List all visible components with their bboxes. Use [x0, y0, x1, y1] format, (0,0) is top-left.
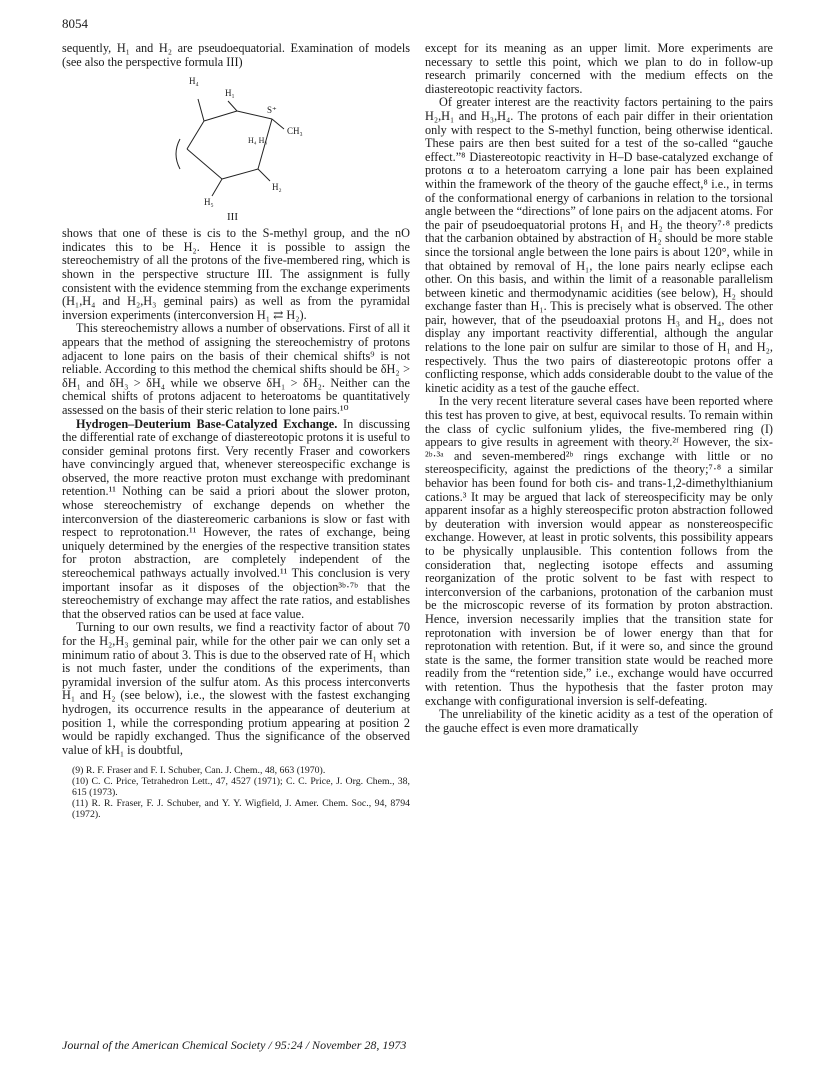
- structure-figure: [62, 69, 410, 227]
- label-methyl: CH₃: [287, 126, 303, 137]
- label-h1: H₁: [225, 88, 235, 99]
- left-paragraph-5: Turning to our own results, we find a reactivity factor of about 70 for the H₂,H₃ geminal pair, while for the other pair we can only set a minimum ratio of about 3. This is due to the observed rate of H₁ which is not much faster, under the conditions of the experiments, than pyramidal inversion of the sulfur atom. As this process interconverts H₁ and H₂ (see below), i.e., the slowest with the fastest exchanging hydrogen, its occurrence results in the appearance of deuterium at position 1, while the corresponding protium appearing at position 2 would be rapidly exchanged. Thus the significance of the observed value of kH₁ is doubtful,: [62, 620, 410, 757]
- left-paragraph-3: This stereochemistry allows a number of observations. First of all it appears that the method of assigning the stereochemistry of protons adjacent to lone pairs on the basis of their chemical shifts⁹ is not reliable. According to this method the chemical shifts should be δH₂ > δH₁ and δH₃ > δH₄ while we observe δH₁ > δH₂. Neither can the chemical shifts of protons adjacent to heteroatoms be quantitatively assessed on the basis of their steric relation to lone pairs.¹⁰: [62, 321, 410, 417]
- label-h4: H₄: [189, 76, 199, 87]
- right-paragraph-2: Of greater interest are the reactivity factors pertaining to the pairs H₂,H₁ and H₃,H₄. The protons of each pair differ in their orientation only with respect to the S-methyl function, being otherwise identical. These pairs are then best suited for a test of the so-called “gauche effect.”⁸ Diastereotopic reactivity in H–D base-catalyzed exchange of protons α to a heteroatom carrying a lone pair has been explained within the framework of the theory of the gauche effect,⁸ i.e., in terms of the conformational energy of carbanions in relation to the torsional angle between the “directions” of lone pairs on the adjacent atoms. For the pair of pseudoequatorial protons H₁ and H₂ the theory⁷·⁸ predicts that the carbanion obtained by abstraction of H₂ should be more stable since the torsional angle between the lone pairs is about 120°, while in that obtained by removal of H₁, the lone pairs nearly eclipse each other. On this basis, and within the limit of a reasonable parallelism between kinetic and thermodynamic acidities (see below), H₂ should exchange faster than H₁. This is precisely what is observed. The other pair, however, that of the pseudoaxial protons H₃ and H₄, does not display any important reactivity differential, although the angular relations to the lone pair on sulfur are similar to those of H₁ and H₂, respectively. Thus the two pairs of diastereotopic protons offer a conflicting response, which adds considerable doubt to the value of the kinetic acidity as a test of the gauche effect.: [425, 95, 774, 395]
- section-heading: Hydrogen–Deuterium Base-Catalyzed Exchange.: [76, 416, 338, 431]
- left-paragraph-1: sequently, H₁ and H₂ are pseudoequatorial. Examination of models (see also the perspective formula III): [62, 41, 410, 69]
- svg-text:H₄ H₃: H₄ H₃: [248, 136, 268, 146]
- right-column: [425, 42, 773, 735]
- journal-footer: Journal of the American Chemical Society / 95:24 / November 28, 1973: [62, 1038, 407, 1052]
- right-paragraph-3: In the very recent literature several cases have been reported where this test has proven to give, at best, equivocal results. To remain within the class of cyclic sulfonium ylides, the five-membered ring (I) appears to give results in agreement with theory.²ᶠ However, the six-²ᵇ·³ᵃ and seven-membered²ᵇ rings exchange with little or no stereospecificity, against the predictions of the theory;⁷·⁸ a similar behavior has been found for both cis- and trans-1,2-dimethylthianium cations.³ It may be argued that lack of stereospecificity may be only apparent insofar as a highly stereospecific proton abstraction followed by deuteration with inversion would appear as nonstereospecific exchange. However, at least in protic solvents, this possibility appears to be physically unplausible. This contention follows from the consideration that, neglecting isotope effects and assuming reorganization of the protic solvent to be fast with respect to interconversion of the carbanions, protonation of the carbanion must be the microscopic reverse of its formation by proton abstraction. Hence, inversion necessarily implies that the transition state for reprotonation with inversion be of lower energy than that for reprotonation with retention. But, if it were so, and since the ground state is the same, the former transition state would be reached more readily from the “retention side,” i.e., exchange would have occurred with retention. Thus the hypothesis that the faster proton may exchange with configurational inversion is self-defeating.: [425, 394, 773, 708]
- footnote-10: (10) C. C. Price, Tetrahedron Lett., 47, 4527 (1971); C. C. Price, J. Org. Chem., 38, 615 (1973).: [72, 776, 410, 799]
- label-h2: H₂: [272, 182, 282, 193]
- label-h5: H₅: [204, 197, 214, 208]
- figure-caption: III: [227, 211, 238, 224]
- left-paragraph-4-body: In discussing the differential rate of exchange of diastereotopic protons it is useful to consider geminal protons first. Very recently Fraser and coworkers have convincingly argued that, whenever stereospecific exchange is observed, the more reactive proton must exchange with predominant retention.¹¹ Nothing can be said a priori about the slower proton, whose stereochemistry of exchange depends on whether the interconversion of the diastereomeric carbanions is slow or fast with respect to reprotonation.¹¹ However, the rates of exchange, being uniquely determined by the energies of the respective transition states for proton abstraction, are completely independent of the stereochemical pathways actually involved.¹¹ This conclusion is very important insofar as it disposes of the objection³ᵇ·⁷ᵇ that the stereochemistry of exchange may affect the rate ratios, and establishes that the observed ratios can be used at face value.: [62, 416, 411, 621]
- left-paragraph-2: shows that one of these is cis to the S-methyl group, and the nO indicates this to be H₂. Hence it is possible to assign the stereochemistry of all the protons of the five-membered ring, which is shown in the perspective structure III. The assignment is fully consistent with the evidence stemming from the exchange experiments (H₁,H₄ and H₂,H₃ geminal pairs) as well as from the pyramidal inversion experiments (interconversion H₁ ⇄ H₂).: [62, 226, 410, 322]
- right-paragraph-4: The unreliability of the kinetic acidity as a test of the operation of the gauche effect is even more dramatically: [425, 707, 773, 735]
- right-paragraph-1: except for its meaning as an upper limit. More experiments are necessary to settle this point, which we plan to do in follow-up research primarily concerned with the medium effects on the diastereotopic reactivity factors.: [425, 41, 773, 96]
- left-column: [62, 42, 410, 820]
- molecule-diagram: [62, 69, 410, 227]
- label-sulfur: S⁺: [267, 105, 277, 116]
- left-paragraph-4: [62, 418, 410, 622]
- footnote-11: (11) R. R. Fraser, F. J. Schuber, and Y. Y. Wigfield, J. Amer. Chem. Soc., 94, 8794 (1972).: [72, 798, 410, 821]
- footnotes: [62, 765, 410, 820]
- footnote-9: (9) R. F. Fraser and F. I. Schuber, Can. J. Chem., 48, 663 (1970).: [72, 765, 326, 777]
- page-number: 8054: [62, 16, 88, 31]
